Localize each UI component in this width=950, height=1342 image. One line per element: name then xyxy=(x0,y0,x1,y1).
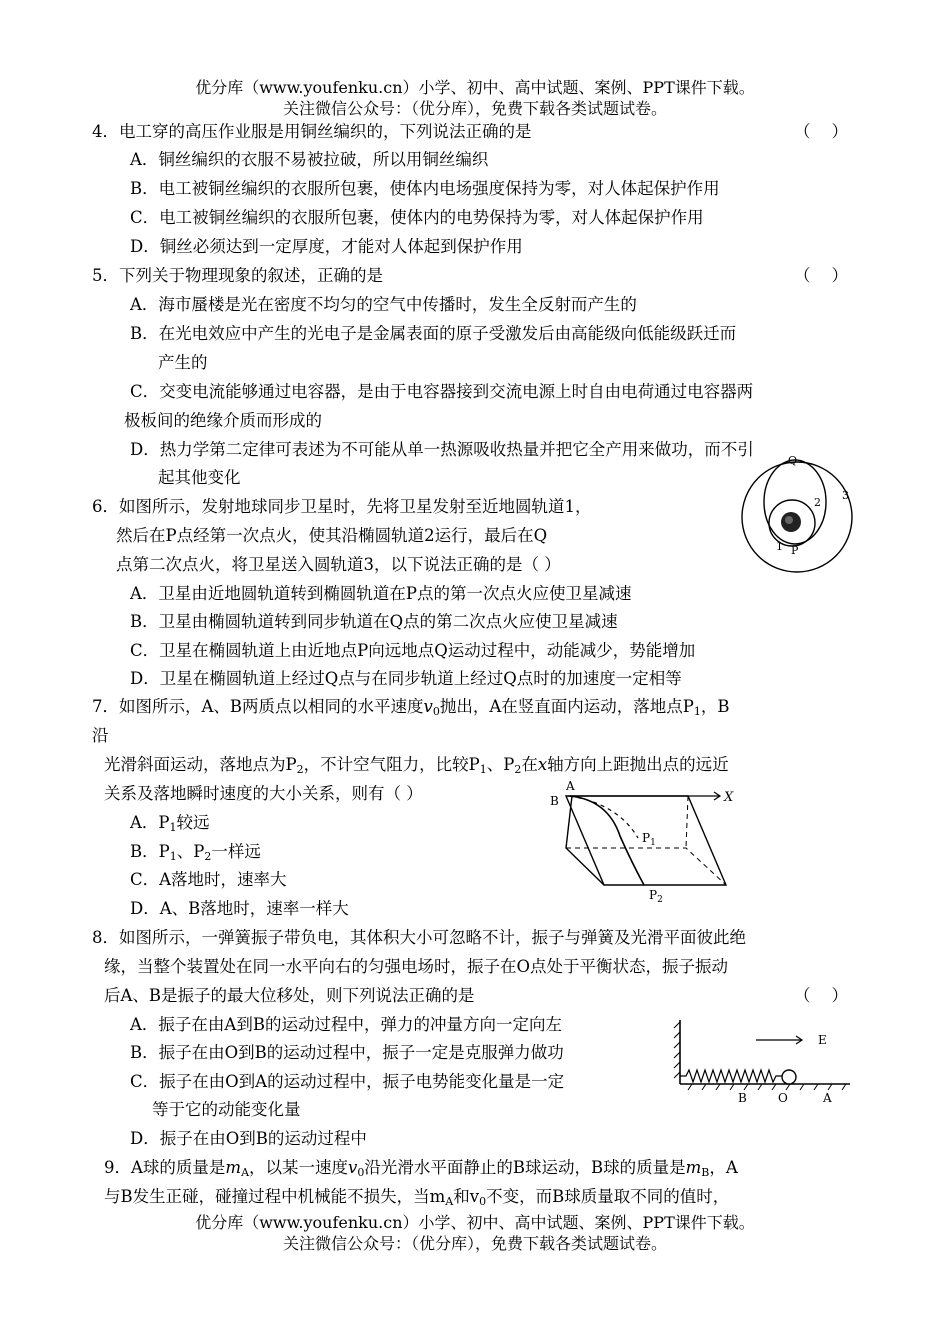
q6-option-d: D．卫星在椭圆轨道上经过Q点与在同步轨道上经过Q点时的加速度一定相等 xyxy=(130,669,682,688)
q5-option-a: A．海市蜃楼是光在密度不均匀的空气中传播时，发生全反射而产生的 xyxy=(130,295,637,314)
q6-option-b: B．卫星由椭圆轨道转到同步轨道在Q点的第二次点火应使卫星减速 xyxy=(130,612,618,631)
q7-text: 抛出，A在竖直面内运动，落地点P xyxy=(439,697,694,716)
q5-option-b-line2: 产生的 xyxy=(158,353,208,372)
fig7-label-p1 xyxy=(642,831,656,848)
q9-text: ，A xyxy=(709,1158,738,1177)
q9-text: 沿光滑水平面静止的B球运动，B球的质量是 xyxy=(364,1158,686,1177)
q8-option-c-line1: C．振子在由O到A的运动过程中，振子电势能变化量是一定 xyxy=(130,1072,565,1091)
q6-stem-line1: 6．如图所示，发射地球同步卫星时，先将卫星发射至近地圆轨道1， xyxy=(92,497,592,516)
q8-option-d: D．振子在由O到B的运动过程中 xyxy=(130,1129,367,1148)
earth-shade xyxy=(785,516,793,524)
q9-text: 9．A球的质量是 xyxy=(104,1158,226,1177)
q4-option-a: A．铜丝编织的衣服不易被拉破，所以用铜丝编织 xyxy=(130,150,489,169)
q8-stem-line2: 缘，当整个装置处在同一水平向右的匀强电场时，振子在O点处于平衡状态，振子振动 xyxy=(104,957,729,976)
q9-text: 和v xyxy=(453,1187,480,1206)
fig7-label-x: X xyxy=(724,790,734,805)
q6-stem-line2: 然后在P点经第一次点火，使其沿椭圆轨道2运行，最后在Q xyxy=(116,526,548,545)
q7-text: 一样远 xyxy=(211,842,261,861)
q7-text: ，不计空气阻力，比较P xyxy=(303,755,480,774)
q8-option-b: B．振子在由O到B的运动过程中，振子一定是克服弹力做功 xyxy=(130,1043,564,1062)
footer-line-1: 优分库（www.youfenku.cn）小学、初中、高中试题、案例、PPT课件下载。 xyxy=(195,1213,755,1232)
q6-option-c: C．卫星在椭圆轨道上由近地点P向远地点Q运动过程中，动能减少，势能增加 xyxy=(130,641,696,660)
x-axis-arrow-icon xyxy=(702,792,720,800)
q4-option-d: D．铜丝必须达到一定厚度，才能对人体起到保护作用 xyxy=(130,237,523,256)
q7-option-d: D．A、B落地时，速率一样大 xyxy=(130,899,349,918)
q7-sub: 1 xyxy=(169,850,177,863)
q4-option-c: C．电工被铜丝编织的衣服所包裹，使体内的电势保持为零，对人体起保护作用 xyxy=(130,208,704,227)
q9-line2 xyxy=(104,1187,729,1212)
q9-var-m: m xyxy=(685,1158,702,1177)
q5-answer-blank: （ ） xyxy=(794,266,848,285)
q4-option-b: B．电工被铜丝编织的衣服所包裹，使体内电场强度保持为零，对人体起保护作用 xyxy=(130,179,720,198)
q8-spring-figure xyxy=(668,1016,853,1106)
fig8-label-o: O xyxy=(778,1091,788,1105)
q7-text: 、P xyxy=(176,842,205,861)
q7-text: 、P xyxy=(486,755,515,774)
q7-option-b xyxy=(130,842,261,867)
fig7-label-b: B xyxy=(550,794,559,808)
fig6-label-q: Q xyxy=(788,454,798,467)
q7-text: 7．如图所示，A、B两质点以相同的水平速度 xyxy=(92,697,424,716)
fig6-label-p: P xyxy=(791,544,799,557)
floor-hatch xyxy=(688,1084,846,1090)
fig7-p1-letter: P xyxy=(642,831,651,845)
q7-text: 较远 xyxy=(176,813,210,832)
q5-option-b-line1: B．在光电效应中产生的光电子是金属表面的原子受激发后由高能级向低能级跃迁而 xyxy=(130,324,737,343)
q5-option-c-line2: 极板间的绝缘介质而形成的 xyxy=(124,411,322,430)
q7-sub: 2 xyxy=(204,850,212,863)
spring xyxy=(680,1070,782,1082)
q9-sub: B xyxy=(701,1166,710,1179)
fig8-label-b: B xyxy=(738,1091,747,1105)
wall-hatch xyxy=(674,1022,680,1078)
q5-option-c-line1: C．交变电流能够通过电容器，是由于电容器接到交流电源上时自由电荷通过电容器两 xyxy=(130,382,754,401)
q7-option-c: C．A落地时，速率大 xyxy=(130,870,287,889)
q8-option-c-line2: 等于它的动能变化量 xyxy=(152,1100,301,1119)
field-arrow-icon xyxy=(756,1036,802,1044)
fig6-label-3: 3 xyxy=(842,489,849,502)
q7-sub: 1 xyxy=(693,705,701,718)
q7-text: 在 xyxy=(521,755,538,774)
q5-option-d-line1: D．热力学第二定律可表述为不可能从单一热源吸收热量并把它全产用来做功，而不引 xyxy=(130,440,754,459)
incline-hidden-vertical xyxy=(686,796,688,848)
fig6-label-1: 1 xyxy=(776,540,783,553)
q9-text: 与B发生正碰，碰撞过程中机械能不损失，当m xyxy=(104,1187,446,1206)
q9-sub: A xyxy=(241,1166,250,1179)
footer-line-2: 关注微信公众号：（优分库），免费下载各类试题试卷。 xyxy=(282,1234,667,1253)
q8-stem-line1: 8．如图所示，一弹簧振子带负电，其体积大小可忽略不计，振子与弹簧及光滑平面彼此绝 xyxy=(92,928,746,947)
q4-stem: 4．电工穿的高压作业服是用铜丝编织的，下列说法正确的是 xyxy=(92,122,532,141)
q9-line1 xyxy=(104,1158,738,1183)
q7-sub: 1 xyxy=(479,763,487,776)
q7-text: ，B xyxy=(700,697,730,716)
q8-answer-blank: （ ） xyxy=(794,986,848,1005)
q5-stem: 5．下列关于物理现象的叙述，正确的是 xyxy=(92,266,383,285)
fig7-p2-sub: 2 xyxy=(657,895,663,905)
path-a xyxy=(570,796,638,838)
q7-sub: 2 xyxy=(514,763,522,776)
q8-stem-line3: 后A、B是振子的最大位移处，则下列说法正确的是 xyxy=(104,986,475,1005)
q9-sub: 0 xyxy=(479,1195,487,1208)
fig6-label-2: 2 xyxy=(814,496,821,509)
q6-stem-line3: 点第二次点火，将卫星送入圆轨道3，以下说法正确的是（ ） xyxy=(116,555,561,574)
q5-option-d-line2: 起其他变化 xyxy=(158,468,241,487)
fig7-p2-letter: P xyxy=(649,888,658,902)
q7-text: A．P xyxy=(130,813,170,832)
q7-option-a xyxy=(130,813,210,838)
q7-var-x: x xyxy=(537,755,548,774)
q7-text: 轴方向上距抛出点的远近 xyxy=(547,755,729,774)
q7-sub: 1 xyxy=(169,821,177,834)
fig7-p1-sub: 1 xyxy=(650,838,656,848)
q7-stem-line3: 关系及落地瞬时速度的大小关系，则有（ ） xyxy=(104,784,423,803)
q7-var-v: v xyxy=(423,697,433,716)
q7-stem-wrap: 沿 xyxy=(92,726,109,745)
q7-stem-line2 xyxy=(104,755,729,780)
q6-orbit-figure xyxy=(738,455,858,575)
q9-var-v: v xyxy=(348,1158,358,1177)
q7-text: B．P xyxy=(130,842,170,861)
header-line-2: 关注微信公众号：（优分库），免费下载各类试题试卷。 xyxy=(282,99,667,118)
q9-text: ，以某一速度 xyxy=(249,1158,349,1177)
q7-sub: 0 xyxy=(432,705,440,718)
q8-option-a: A．振子在由A到B的运动过程中，弹力的冲量方向一定向左 xyxy=(130,1015,562,1034)
q7-stem-line1 xyxy=(92,697,730,722)
q7-sub: 2 xyxy=(296,763,304,776)
q9-var-m: m xyxy=(225,1158,242,1177)
fig8-label-a: A xyxy=(823,1091,832,1105)
q9-sub: 0 xyxy=(357,1166,365,1179)
q7-incline-figure xyxy=(548,778,768,908)
fig8-label-e: E xyxy=(818,1033,827,1047)
q9-sub: A xyxy=(445,1195,454,1208)
fig7-label-a: A xyxy=(566,779,575,793)
q4-answer-blank: （ ） xyxy=(794,122,848,141)
fig7-label-p2 xyxy=(649,888,663,905)
q7-text: 光滑斜面运动，落地点为P xyxy=(104,755,297,774)
oscillator-ball xyxy=(782,1070,796,1084)
q6-option-a: A．卫星由近地圆轨道转到椭圆轨道在P点的第一次点火应使卫星减速 xyxy=(130,584,632,603)
path-b xyxy=(570,796,644,885)
q9-text: 不变，而B球质量取不同的值时， xyxy=(486,1187,730,1206)
header-line-1: 优分库（www.youfenku.cn）小学、初中、高中试题、案例、PPT课件下载。 xyxy=(195,78,755,97)
